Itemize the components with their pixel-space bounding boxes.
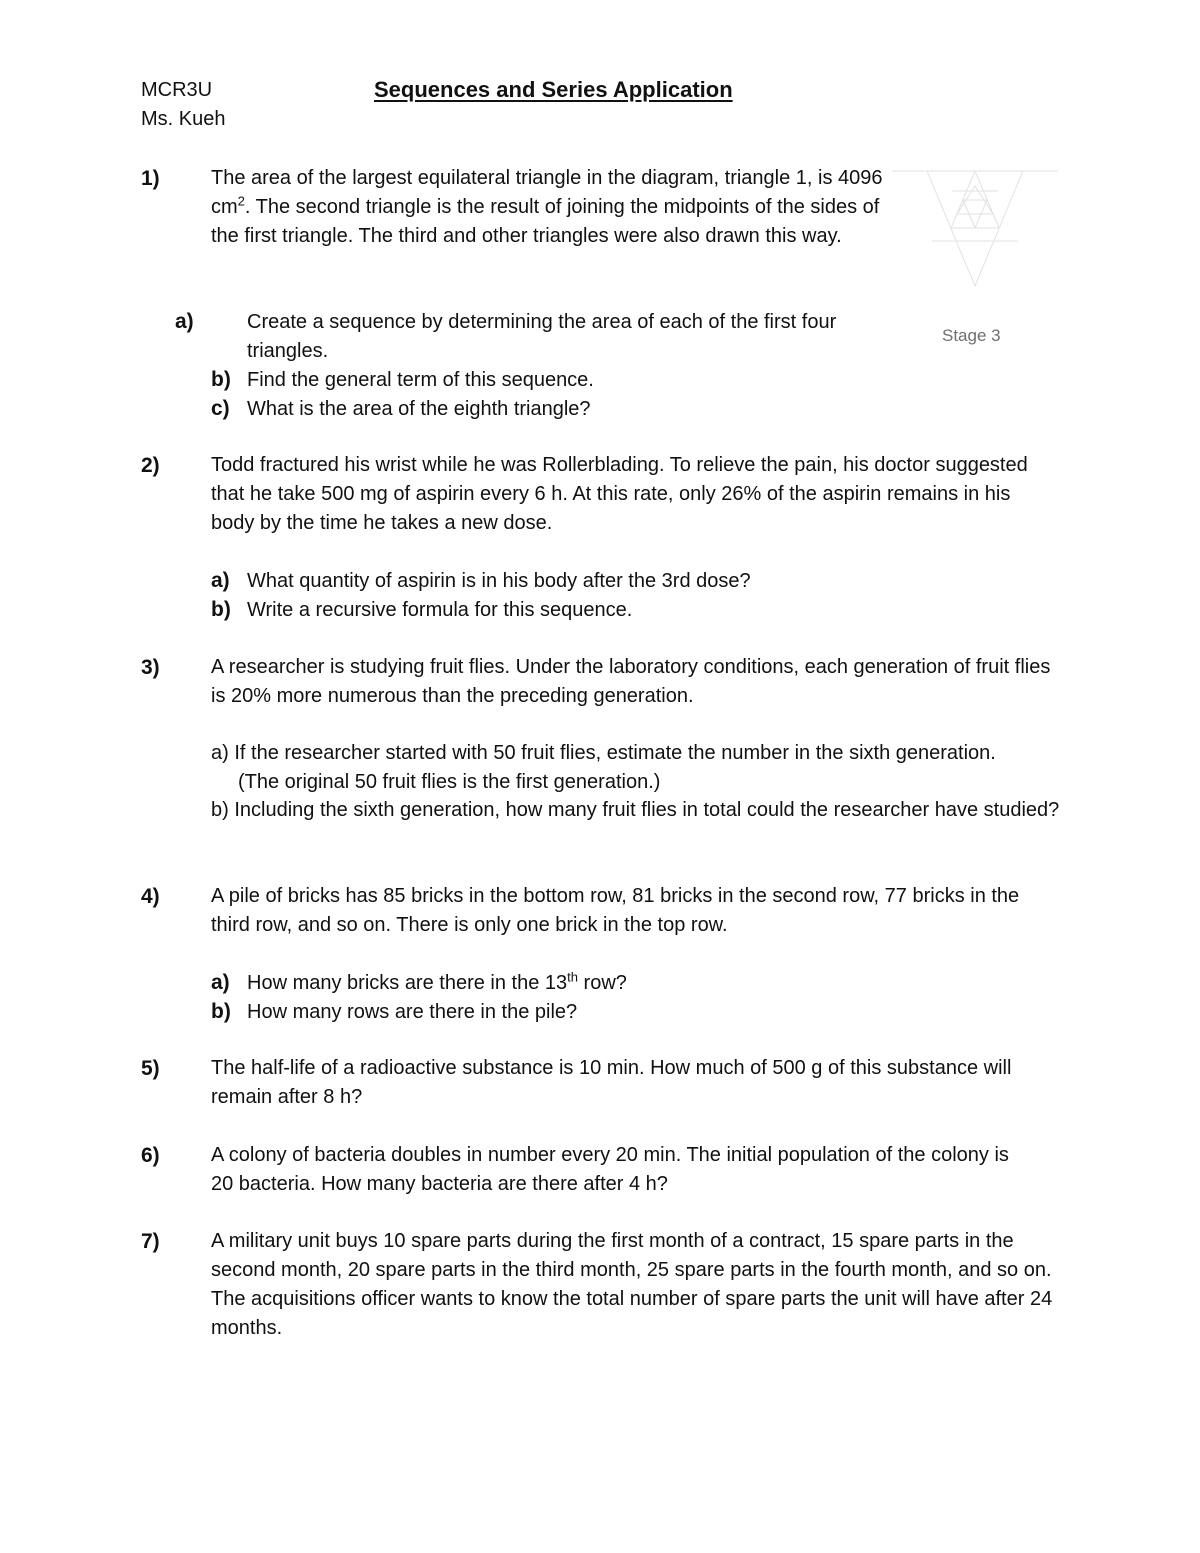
question-4-part-a: a) How many bricks are there in the 13th row? <box>211 969 627 994</box>
question-1-number: 1) <box>141 167 160 190</box>
question-3-part-a: a) If the researcher started with 50 fruit flies, estimate the number in the sixth generation. (The original 50 fruit flies is the first generation.) <box>211 742 996 793</box>
nested-triangles-diagram <box>892 166 1058 290</box>
question-7-text: A military unit buys 10 spare parts during the first month of a contract, 15 spare parts in the second month, 20 spare parts in the third month, 25 spare parts in the fourth month, and so on. The acquisitions officer wants to know the total number of spare parts the unit will have after 24 months. <box>211 1230 1053 1339</box>
question-4-text: A pile of bricks has 85 bricks in the bottom row, 81 bricks in the second row, 77 bricks in the third row, and so on. There is only one brick in the top row. <box>211 885 1020 936</box>
question-4-part-b: b) How many rows are there in the pile? <box>211 1000 578 1023</box>
teacher-name: Ms. Kueh <box>141 108 226 130</box>
question-2-text: Todd fractured his wrist while he was Rollerblading. To relieve the pain, his doctor suggested that he take 500 mg of aspirin every 6 h. At this rate, only 26% of the aspirin remains in his body by the time he takes a new dose. <box>211 454 1028 534</box>
question-1-text: The area of the largest equilateral triangle in the diagram, triangle 1, is 4096 $cm^2$. The second triangle is the result of joining the midpoints of the sides of the first triangle. The third and other triangles were also drawn this way. <box>211 167 883 247</box>
question-1-part-b: b) Find the general term of this sequence. <box>211 368 594 391</box>
question-4-number: 4) <box>141 885 160 908</box>
course-code: MCR3U <box>141 79 213 101</box>
question-5-number: 5) <box>141 1057 160 1080</box>
question-6-number: 6) <box>141 1144 160 1167</box>
question-5-text: The half-life of a radioactive substance is 10 min. How much of 500 g of this substance will remain after 8 h? <box>211 1057 1012 1108</box>
question-6-text: A colony of bacteria doubles in number every 20 min. The initial population of the colony is 20 bacteria. How many bacteria are there after 4 h? <box>211 1144 1009 1195</box>
question-3-number: 3) <box>141 656 160 679</box>
diagram-caption: Stage 3 <box>942 326 1001 345</box>
question-2-part-a: a) What quantity of aspirin is in his body after the 3rd dose? <box>211 569 751 592</box>
question-3-text: A researcher is studying fruit flies. Under the laboratory conditions, each generation of fruit flies is 20% more numerous than the preceding generation. <box>211 656 1051 707</box>
question-3-part-b: b) Including the sixth generation, how many fruit flies in total could the researcher have studied? <box>211 799 1060 821</box>
question-2-number: 2) <box>141 454 160 477</box>
question-7-number: 7) <box>141 1230 160 1253</box>
question-1-part-c: c) What is the area of the eighth triangle? <box>211 397 591 420</box>
worksheet-title: Sequences and Series Application <box>374 77 733 102</box>
question-1-part-a: a) Create a sequence by determining the area of each of the first four triangles. <box>175 310 837 362</box>
question-2-part-b: b) Write a recursive formula for this sequence. <box>211 598 633 621</box>
